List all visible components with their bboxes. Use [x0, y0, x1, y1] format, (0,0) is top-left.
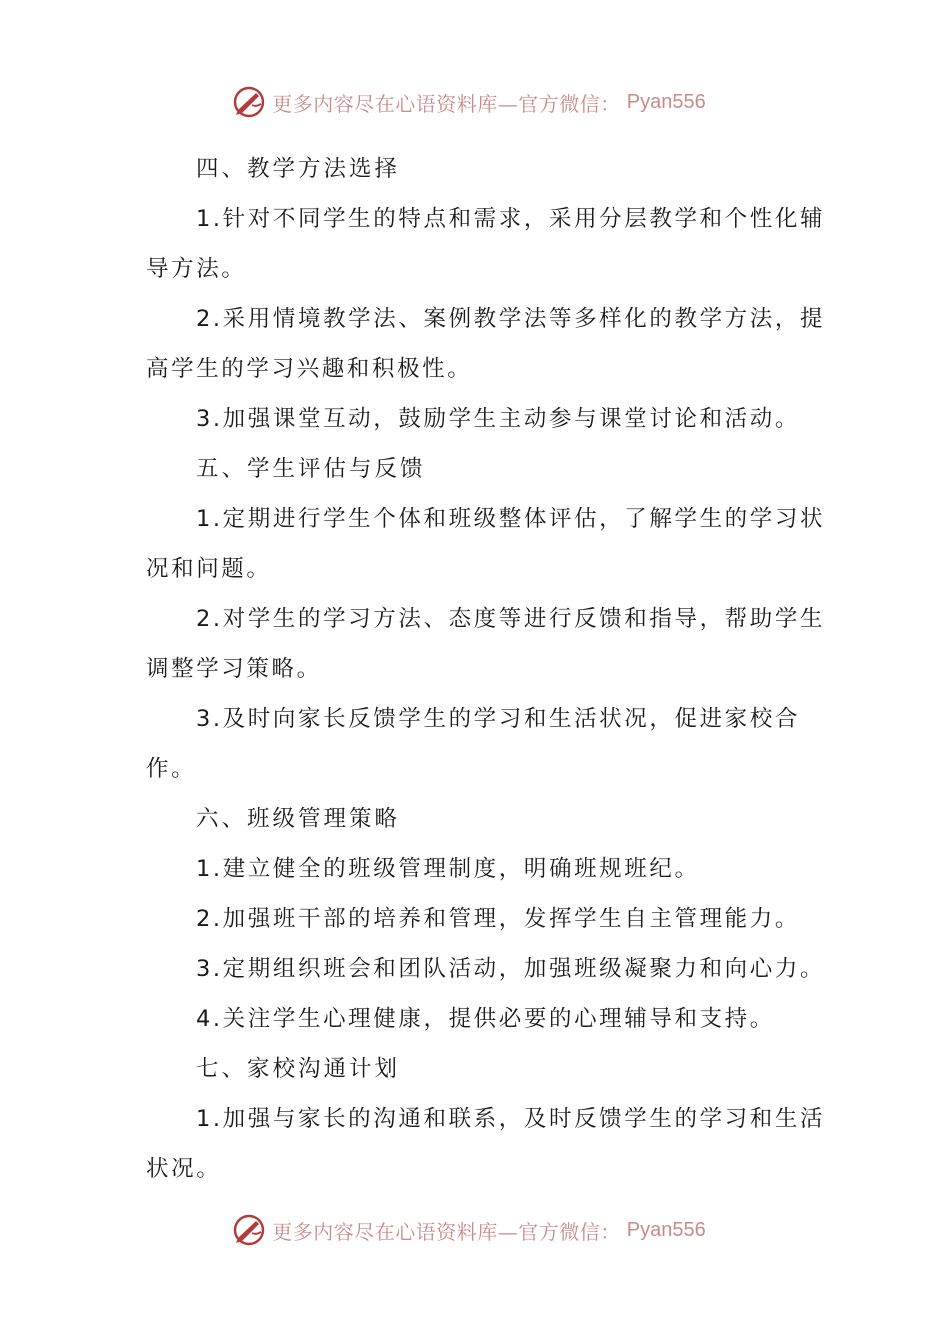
header-watermark [232, 85, 705, 119]
header-watermark-banner [0, 82, 950, 122]
section-heading-class-management: 六、班级管理策略 [196, 806, 401, 832]
footer-watermark [232, 1213, 705, 1247]
banner-wechat-id: Pyan556 [626, 1218, 706, 1241]
banner-text: 更多内容尽在心语资料库—官方微信： [272, 1219, 621, 1244]
paragraph-item: 3.及时向家长反馈学生的学习和生活状况，促进家校合作。 [146, 706, 800, 782]
paragraph-item: 3.加强课堂互动，鼓励学生主动参与课堂讨论和活动。 [196, 406, 800, 432]
paragraph-item: 2.对学生的学习方法、态度等进行反馈和指导，帮助学生调整学习策略。 [146, 606, 826, 682]
banner-wechat-id: Pyan556 [626, 90, 706, 113]
paragraph-item: 1.建立健全的班级管理制度，明确班规班纪。 [196, 856, 700, 882]
banner-text: 更多内容尽在心语资料库—官方微信： [272, 91, 621, 116]
section-heading-teaching-methods: 四、教学方法选择 [196, 156, 401, 182]
paragraph-item: 1.针对不同学生的特点和需求，采用分层教学和个性化辅导方法。 [146, 206, 826, 282]
paragraph-item: 3.定期组织班会和团队活动，加强班级凝聚力和向心力。 [196, 956, 826, 982]
footer-watermark-banner [0, 1210, 950, 1250]
paragraph-item: 2.采用情境教学法、案例教学法等多样化的教学方法，提高学生的学习兴趣和积极性。 [146, 306, 826, 382]
paragraph-item: 2.加强班干部的培养和管理，发挥学生自主管理能力。 [196, 906, 800, 932]
paragraph-item: 1.定期进行学生个体和班级整体评估，了解学生的学习状况和问题。 [146, 506, 826, 582]
paragraph-item: 1.加强与家长的沟通和联系，及时反馈学生的学习和生活状况。 [146, 1106, 826, 1182]
pen-logo-icon [232, 85, 266, 119]
section-heading-student-evaluation: 五、学生评估与反馈 [196, 456, 426, 482]
pen-logo-icon [232, 1213, 266, 1247]
section-heading-home-school-communication: 七、家校沟通计划 [196, 1056, 401, 1082]
paragraph-item: 4.关注学生心理健康，提供必要的心理辅导和支持。 [196, 1006, 775, 1032]
document-body [146, 144, 826, 1194]
